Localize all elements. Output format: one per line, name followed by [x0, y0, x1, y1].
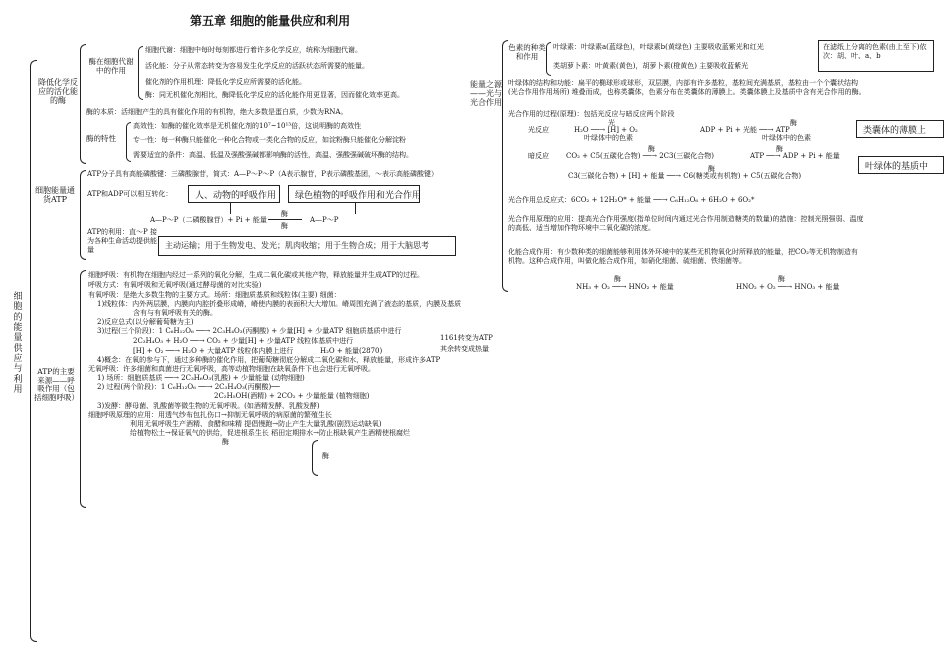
- respiration-heading: ATP的主要来源——呼吸作用（包括细胞呼吸）: [34, 367, 79, 402]
- enzyme-mark: 酶: [222, 438, 229, 446]
- resp-line: 4)概念：在氧的参与下，通过多种酶的催化作用，把葡萄糖彻底分解成二氧化碳和水，释放能量，形成许多ATP: [97, 356, 441, 364]
- photo-total: 光合作用总反应式：6CO₂ + 12H₂O* + 能量 ──→ C₆H₁₂O₆ + 6H₂O + 6O₂*: [508, 196, 755, 204]
- resp-line: 细胞呼吸原理的应用：用透气纱布包扎伤口→抑制无氧呼吸的病原菌的繁殖生长: [88, 411, 332, 419]
- resp-line: 细胞呼吸：有机物在细胞内经过一系列的氧化分解，生成二氧化碳或其他产物，释放能量并生成ATP的过程。: [88, 271, 425, 279]
- resp-line: 无氧呼吸：许多细菌和真菌进行无氧呼吸，高等动植物细胞在缺氧条件下也会进行无氧呼吸。: [88, 365, 375, 373]
- enzyme-line: 细胞代谢：细胞中每时每刻都进行着许多化学反应，统称为细胞代谢。: [145, 46, 362, 54]
- photo-process: 光合作用的过程(原理)：包括光反应与暗反应两个阶段: [508, 110, 675, 118]
- chloroplast-structure: (光合作用作用场所) 堆叠而成，也称类囊体，色素分布在类囊体的薄膜上。类囊体膜上及基质中含有光合作用的酶。: [508, 88, 866, 96]
- atp-note: 叶绿体中的色素: [762, 134, 811, 142]
- resp-line: 1)线粒体：内外两层膜，内膜向内腔折叠形成嵴，嵴使内膜的表面积大大增加。嵴周围充满了液态的基质，内膜及基质: [97, 300, 462, 308]
- chemo-equation-1: NH₃ + O₂ ──→ HNO₂ + 能量: [576, 283, 674, 291]
- enzyme-trait: 专一性：每一种酶只能催化一种化合物或一类化合物的反应，如淀粉酶只能催化分解淀粉: [133, 136, 406, 144]
- atp-heading: 细胞能量通货ATP: [35, 186, 75, 205]
- enzyme-role-brace: [138, 46, 143, 100]
- photo-application: 的高低、适当增加作物环境中二氧化碳的浓度。: [508, 224, 655, 232]
- atp-equation-right: A—P～P: [310, 216, 339, 224]
- photo-heading: 能量之源——光与光合作用: [470, 80, 502, 108]
- enzyme-trait: 高效性：如酶的催化效率是无机催化剂的10⁷~10¹³倍，这说明酶的高效性: [133, 122, 362, 130]
- atp-conversion-label: ATP和ADP可以相互转化：: [87, 190, 173, 198]
- atp-connector: [355, 202, 356, 214]
- dark-equation-2: ATP ──→ ADP + Pi + 能量: [750, 152, 840, 160]
- enzyme-line: 催化剂的作用机理：降低化学反应所需要的活化能。: [145, 78, 306, 86]
- enzyme-line: 活化能：分子从常态转变为容易发生化学反应的活跃状态所需要的能量。: [145, 62, 369, 70]
- light-mark: 光: [608, 119, 615, 127]
- resp-line: 3)过程(三个阶段)：1 C₆H₁₂O₆ ──→ 2C₃H₄O₃(丙酮酸) + 少量[H] + 少量ATP 细胞质基质中进行: [97, 327, 402, 335]
- light-reaction-label: 光反应: [528, 126, 549, 134]
- enzyme-mark: 酶: [708, 165, 715, 173]
- thylakoid-box: [856, 120, 944, 138]
- enzyme-heading: 降低化学反应的活化能的酶: [38, 78, 78, 106]
- atp-brace: [80, 170, 86, 260]
- enzyme-essence: 酶的本质：活细胞产生的具有催化作用的有机物，绝大多数是蛋白质，少数为RNA。: [86, 108, 348, 116]
- resp-line: 2C₂H₅OH(酒精) + 2CO₂ + 少量能量 (植物细胞): [214, 392, 370, 400]
- light-equation: H₂O ──→ [H] + O₂: [574, 126, 638, 134]
- atp-structure: ATP分子具有高能磷酸键：三磷酸腺苷，简式：A—P～P～P（A表示腺苷，P表示磷酸基团，～表示高能磷酸键）: [87, 170, 439, 178]
- pigment-brace: [546, 42, 551, 76]
- atp-animal-text: 人、动物的呼吸作用: [195, 191, 277, 201]
- page-title: 第五章 细胞的能量供应和利用: [190, 14, 351, 28]
- atp-plant-text: 绿色植物的呼吸作用和光合作用: [295, 191, 422, 201]
- enzyme-traits-brace: [126, 122, 131, 162]
- chloroplast-structure: 叶绿体的结构和功能：扁平的椭球形或球形，双层膜，内部有许多基粒，基粒间充满基质，基粒由一个个囊状结构: [508, 79, 858, 87]
- stroma-text: 叶绿体的基质中: [865, 162, 929, 172]
- enzyme-mark: 酶: [614, 275, 621, 283]
- atp-synthesis-equation: ADP + Pi + 光能 ──→ ATP: [700, 126, 790, 134]
- pigment-box: [818, 40, 934, 72]
- resp-line: 利用无氧呼吸生产酒精、食醋和味精 提倡慢跑→防止产生大量乳酸(剧烈运动缺氧): [130, 420, 382, 428]
- enzyme-role-heading: 酶在细胞代谢中的作用: [88, 57, 134, 75]
- dark-equation-1: CO₂ + C5(五碳化合物) ──→ 2C3(三碳化合物): [566, 152, 714, 160]
- enzyme-trait: 需要适宜的条件：高温、低温及强酸强碱都影响酶的活性，高温、强酸强碱破坏酶的结构。: [133, 151, 413, 159]
- resp-side-note: 1161转变为ATP: [440, 334, 493, 342]
- atp-use-label: ATP的利用：直～P 接为各种生命活动提供能量: [87, 228, 157, 254]
- resp-line: 2)反应总式(以分解葡萄糖为主): [97, 318, 194, 326]
- resp-side-note: 其余转变成热量: [440, 345, 489, 353]
- reaction-arrow: [268, 219, 302, 220]
- chemosynthesis: 机物。这种合成作用，叫做化能合成作用，如硝化细菌、硫细菌、铁细菌等。: [508, 257, 746, 265]
- resp-line: 含有与有氧呼吸有关的酶。: [133, 309, 217, 317]
- atp-animal-box: [188, 185, 280, 203]
- enzyme-mark: 酶: [790, 119, 797, 127]
- atp-plant-box: [288, 185, 420, 203]
- light-note: 叶绿体中的色素: [584, 134, 633, 142]
- resp-line: 3)发酵：酵母菌、乳酸菌等微生物的无氧呼吸。(如酒精发酵、乳酸发酵): [97, 402, 320, 410]
- enzyme-line: 酶：同无机催化剂相比，酶降低化学反应的活化能作用更显著，因而催化效率更高。: [145, 91, 404, 99]
- resp-small-brace: [312, 440, 318, 476]
- atp-use-text: 主动运输；用于生物发电、发光；肌肉收缩；用于生物合成；用于大脑思考: [165, 241, 429, 250]
- chemosynthesis: 化能合成作用：有少数种类的细菌能够利用体外环境中的某些无机物氧化时所释放的能量，把CO₂等无机物制造有: [508, 248, 858, 256]
- photo-application: 光合作用原理的应用：提高光合作用强度(指单位时间内通过光合作用制造糖类的数量)的措施：控制光照强弱、温度: [508, 215, 864, 223]
- thylakoid-text: 类囊体的薄膜上: [863, 126, 927, 136]
- atp-use-box: [158, 236, 456, 256]
- dark-reaction-label: 暗反应: [528, 152, 549, 160]
- resp-line: 给植物松土→保证氧气的供给，促进根系生长 稻田定期排水→防止根缺氧产生酒精使根腐烂: [130, 429, 410, 437]
- enzyme-mark: 酶: [281, 222, 288, 230]
- enzyme-mark: 酶: [778, 275, 785, 283]
- resp-mid-eq: H₂O + 能量(2870): [320, 347, 383, 355]
- pigment-box-text: 在滤纸上分离的色素(由上至下)依次：胡、叶、a、b: [823, 43, 927, 61]
- resp-line: 1) 场所：细胞质基质 ──→ 2C₃H₆O₃(乳酸) + 少量能量 (动物细胞): [97, 374, 305, 382]
- atp-connector: [230, 202, 231, 214]
- enzyme-mark: 酶: [648, 145, 655, 153]
- chemo-equation-2: HNO₂ + O₂ ──→ HNO₃ + 能量: [736, 283, 840, 291]
- resp-line: 2C₃H₄O₃ + H₂O ──→ CO₂ + 少量[H] + 少量ATP 线粒体基质中进行: [133, 337, 354, 345]
- resp-line: 有氧呼吸：是绝大多数生物的主要方式。场所：细胞质基质和线粒体(主要) 细菌：: [88, 291, 341, 299]
- enzyme-mark: 酶: [776, 145, 783, 153]
- respiration-brace: [80, 270, 86, 508]
- enzyme-mark: 酶: [281, 210, 288, 218]
- main-brace: [30, 60, 37, 642]
- atp-equation-left: A—P～P（二磷酸腺苷）+ Pi + 能量: [150, 216, 267, 224]
- dark-equation-3: C3(三碳化合物) + [H] + 能量 ──→ C6(糖类或有机物) + C5(五碳化合物): [568, 172, 802, 180]
- resp-line: 2) 过程(两个阶段)：1 C₆H₁₂O₆ ──→ 2C₃H₄O₃(丙酮酸)──: [97, 383, 280, 391]
- pigment-line: 叶绿素：叶绿素a(蓝绿色)，叶绿素b(黄绿色) 主要吸收蓝紫光和红光: [553, 43, 764, 51]
- pigment-line: 类胡萝卜素：叶黄素(黄色)，胡萝卜素(橙黄色) 主要吸收蓝紫光: [553, 62, 749, 70]
- resp-line: 呼吸方式：有氧呼吸和无氧呼吸(通过酵母菌的对比实验): [88, 281, 262, 289]
- resp-line: [H] + O₂ ──→ H₂O + 大量ATP 线粒体内膜上进行: [133, 347, 294, 355]
- pigment-heading: 色素的种类和作用: [508, 43, 546, 61]
- stroma-box: [858, 156, 944, 174]
- enzyme-traits-heading: 酶的特性: [86, 134, 116, 143]
- main-topic-label: 细胞的能量供应与利用: [13, 292, 23, 396]
- enzyme-mark: 酶: [322, 452, 329, 460]
